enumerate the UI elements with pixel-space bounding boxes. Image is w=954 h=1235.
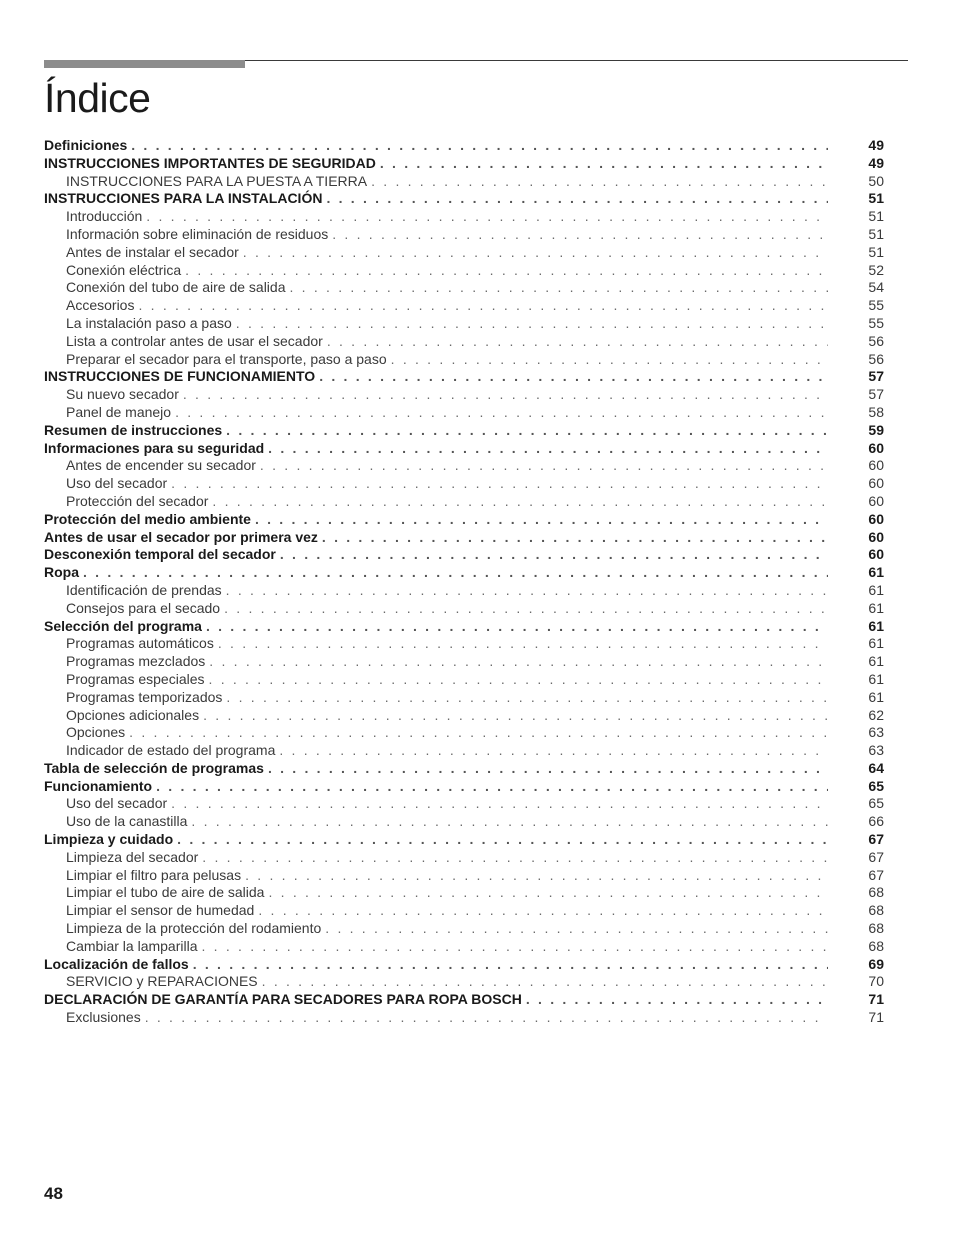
toc-subsection-entry[interactable] (44, 902, 884, 920)
toc-dot-leader (236, 315, 828, 333)
toc-subsection-entry[interactable] (44, 244, 884, 262)
toc-section-entry[interactable] (44, 956, 884, 974)
toc-section-entry[interactable] (44, 991, 884, 1009)
toc-entry-label: Identificación de prendas (66, 581, 222, 598)
toc-entry-page: 61 (868, 653, 884, 670)
toc-entry-page: 61 (868, 599, 884, 616)
toc-subsection-entry[interactable] (44, 795, 884, 813)
toc-dot-leader (327, 333, 828, 351)
toc-dot-leader (203, 707, 828, 725)
toc-dot-leader (280, 546, 828, 564)
toc-section-entry[interactable] (44, 564, 884, 582)
toc-section-entry[interactable] (44, 368, 884, 386)
toc-subsection-entry[interactable] (44, 582, 884, 600)
toc-entry-page: 68 (868, 920, 884, 937)
toc-entry-page: 69 (868, 955, 884, 972)
toc-entry-label: Lista a controlar antes de usar el secador (66, 332, 323, 349)
toc-entry-page: 57 (868, 368, 884, 385)
toc-dot-leader (332, 226, 828, 244)
toc-entry-label: SERVICIO y REPARACIONES (66, 973, 258, 990)
header-rule-accent (44, 60, 245, 68)
toc-dot-leader (156, 778, 828, 796)
toc-entry-page: 54 (868, 279, 884, 296)
toc-dot-leader (226, 689, 828, 707)
toc-entry-page: 61 (868, 635, 884, 652)
toc-dot-leader (226, 582, 828, 600)
toc-dot-leader (177, 831, 828, 849)
toc-entry-page: 60 (868, 439, 884, 456)
toc-entry-page: 71 (868, 1009, 884, 1026)
toc-entry-page: 55 (868, 297, 884, 314)
toc-entry-label: Uso del secador (66, 795, 168, 812)
toc-entry-page: 60 (868, 475, 884, 492)
toc-dot-leader (175, 404, 828, 422)
toc-entry-label: Antes de usar el secador por primera vez (44, 528, 318, 545)
toc-section-entry[interactable] (44, 190, 884, 208)
toc-entry-page: 55 (868, 314, 884, 331)
toc-entry-label: Localización de fallos (44, 955, 189, 972)
toc-subsection-entry[interactable] (44, 689, 884, 707)
toc-entry-label: Protección del medio ambiente (44, 510, 251, 527)
toc-entry-label: Uso del secador (66, 475, 168, 492)
toc-dot-leader (171, 475, 828, 493)
toc-dot-leader (322, 529, 828, 547)
toc-entry-label: Cambiar la lamparilla (66, 937, 198, 954)
toc-subsection-entry[interactable] (44, 742, 884, 760)
toc-entry-label: Definiciones (44, 137, 128, 153)
toc-subsection-entry[interactable] (44, 386, 884, 404)
toc-entry-label: Tabla de selección de programas (44, 759, 264, 776)
toc-section-entry[interactable] (44, 529, 884, 547)
toc-subsection-entry[interactable] (44, 226, 884, 244)
toc-subsection-entry[interactable] (44, 333, 884, 351)
toc-entry-label: Su nuevo secador (66, 386, 179, 403)
toc-dot-leader (206, 618, 828, 636)
toc-dot-leader (380, 155, 828, 173)
toc-entry-page: 65 (868, 777, 884, 794)
toc-entry-page: 50 (868, 172, 884, 189)
toc-section-entry[interactable] (44, 511, 884, 529)
toc-subsection-entry[interactable] (44, 1009, 884, 1027)
toc-dot-leader (138, 297, 828, 315)
toc-subsection-entry[interactable] (44, 973, 884, 991)
toc-entry-label: Opciones adicionales (66, 706, 200, 723)
toc-entry-label: Información sobre eliminación de residuos (66, 225, 329, 242)
toc-entry-label: Funcionamiento (44, 777, 153, 794)
toc-entry-page: 59 (868, 421, 884, 438)
toc-dot-leader (391, 351, 828, 369)
toc-entry-page: 52 (868, 261, 884, 278)
toc-subsection-entry[interactable] (44, 475, 884, 493)
toc-entry-page: 63 (868, 742, 884, 759)
toc-dot-leader (218, 635, 828, 653)
toc-entry-page: 57 (868, 386, 884, 403)
toc-dot-leader (224, 600, 828, 618)
toc-subsection-entry[interactable] (44, 208, 884, 226)
toc-entry-page: 63 (868, 724, 884, 741)
toc-subsection-entry[interactable] (44, 315, 884, 333)
toc-dot-leader (268, 884, 828, 902)
toc-entry-page: 67 (868, 831, 884, 848)
toc-dot-leader (146, 208, 828, 226)
toc-dot-leader (183, 386, 828, 404)
toc-entry-page: 60 (868, 457, 884, 474)
toc-dot-leader (209, 671, 828, 689)
toc-dot-leader (202, 849, 828, 867)
toc-dot-leader (202, 938, 829, 956)
toc-entry-label: Programas especiales (66, 670, 205, 687)
toc-dot-leader (129, 724, 828, 742)
toc-entry-label: Programas mezclados (66, 653, 206, 670)
toc-subsection-entry[interactable] (44, 404, 884, 422)
toc-subsection-entry[interactable] (44, 635, 884, 653)
toc-entry-page: 61 (868, 564, 884, 581)
toc-dot-leader (212, 493, 828, 511)
toc-subsection-entry[interactable] (44, 938, 884, 956)
toc-entry-page: 51 (868, 208, 884, 225)
toc-entry-page: 71 (868, 991, 884, 1008)
toc-subsection-entry[interactable] (44, 262, 884, 280)
toc-entry-page: 64 (868, 759, 884, 776)
toc-dot-leader (262, 973, 828, 991)
toc-dot-leader (131, 137, 828, 155)
toc-entry-label: INSTRUCCIONES PARA LA INSTALACIÓN (44, 190, 323, 207)
toc-entry-page: 51 (868, 225, 884, 242)
toc-entry-page: 60 (868, 528, 884, 545)
toc-entry-page: 58 (868, 403, 884, 420)
toc-dot-leader (171, 795, 828, 813)
toc-entry-label: Preparar el secador para el transporte, paso a paso (66, 350, 387, 367)
toc-entry-page: 70 (868, 973, 884, 990)
toc-dot-leader (279, 742, 828, 760)
toc-dot-leader (268, 440, 828, 458)
toc-entry-label: Selección del programa (44, 617, 202, 634)
toc-entry-label: Panel de manejo (66, 403, 172, 420)
toc-entry-label: Protección del secador (66, 492, 209, 509)
toc-entry-page: 49 (868, 154, 884, 171)
toc-section-entry[interactable] (44, 440, 884, 458)
toc-entry-page: 66 (868, 813, 884, 830)
toc-dot-leader (226, 422, 828, 440)
toc-entry-page: 61 (868, 670, 884, 687)
toc-entry-label: Indicador de estado del programa (66, 742, 276, 759)
toc-entry-label: INSTRUCCIONES IMPORTANTES DE SEGURIDAD (44, 154, 376, 171)
toc-entry-page: 60 (868, 492, 884, 509)
toc-entry-label: Conexión eléctrica (66, 261, 182, 278)
toc-entry-label: Resumen de instrucciones (44, 421, 223, 438)
toc-section-entry[interactable] (44, 778, 884, 796)
toc-entry-label: Antes de encender su secador (66, 457, 256, 474)
toc-section-entry[interactable] (44, 155, 884, 173)
toc-entry-page: 60 (868, 546, 884, 563)
toc-entry-label: Accesorios (66, 297, 135, 314)
toc-dot-leader (326, 190, 828, 208)
toc-section-entry[interactable] (44, 831, 884, 849)
toc-dot-leader (193, 956, 828, 974)
toc-entry-label: La instalación paso a paso (66, 314, 232, 331)
toc-entry-page: 62 (868, 706, 884, 723)
toc-entry-label: Programas automáticos (66, 635, 214, 652)
toc-subsection-entry[interactable] (44, 279, 884, 297)
toc-entry-label: Introducción (66, 208, 143, 225)
toc-subsection-entry[interactable] (44, 671, 884, 689)
toc-entry-page: 61 (868, 688, 884, 705)
toc-entry-label: DECLARACIÓN DE GARANTÍA PARA SECADORES PARA ROPA BOSCH (44, 991, 522, 1008)
toc-entry-page: 68 (868, 937, 884, 954)
toc-entry-label: Limpieza y cuidado (44, 831, 174, 848)
toc-dot-leader (258, 902, 828, 920)
toc-dot-leader (243, 244, 828, 262)
toc-entry-label: Limpiar el tubo de aire de salida (66, 884, 265, 901)
toc-entry-label: Limpiar el sensor de humedad (66, 902, 255, 919)
toc-entry-page: 56 (868, 332, 884, 349)
toc-dot-leader (371, 173, 828, 191)
toc-entry-label: Limpieza de la protección del rodamiento (66, 920, 322, 937)
toc-dot-leader (268, 760, 828, 778)
toc-entry-label: Limpiar el filtro para pelusas (66, 866, 242, 883)
toc-entry-page: 49 (868, 137, 884, 153)
toc-entry-page: 51 (868, 243, 884, 260)
page-number: 48 (44, 1184, 63, 1203)
toc-entry-page: 61 (868, 617, 884, 634)
toc-entry-label: Limpieza del secador (66, 848, 199, 865)
toc-entry-page: 60 (868, 510, 884, 527)
toc-entry-page: 68 (868, 884, 884, 901)
toc-entry-label: Antes de instalar el secador (66, 243, 239, 260)
toc-section-entry[interactable] (44, 618, 884, 636)
toc-entry-label: Ropa (44, 564, 79, 581)
toc-dot-leader (319, 368, 828, 386)
toc-dot-leader (325, 920, 828, 938)
toc-subsection-entry[interactable] (44, 867, 884, 885)
page-title: Índice (44, 75, 151, 121)
toc-entry-label: INSTRUCCIONES PARA LA PUESTA A TIERRA (66, 172, 368, 189)
toc-dot-leader (191, 813, 828, 831)
toc-subsection-entry[interactable] (44, 884, 884, 902)
toc-entry-page: 67 (868, 866, 884, 883)
toc-subsection-entry[interactable] (44, 724, 884, 742)
toc-dot-leader (290, 279, 829, 297)
toc-entry-page: 56 (868, 350, 884, 367)
toc-dot-leader (145, 1009, 828, 1027)
toc-entry-label: Conexión del tubo de aire de salida (66, 279, 286, 296)
toc-subsection-entry[interactable] (44, 849, 884, 867)
toc-entry-label: INSTRUCCIONES DE FUNCIONAMIENTO (44, 368, 316, 385)
toc-subsection-entry[interactable] (44, 297, 884, 315)
toc-entry-label: Programas temporizados (66, 688, 223, 705)
toc-entry-page: 67 (868, 848, 884, 865)
toc-entry-label: Opciones (66, 724, 126, 741)
toc-section-entry[interactable] (44, 137, 884, 155)
toc-subsection-entry[interactable] (44, 813, 884, 831)
toc-subsection-entry[interactable] (44, 653, 884, 671)
toc-dot-leader (245, 867, 828, 885)
toc-entry-label: Consejos para el secado (66, 599, 221, 616)
toc-subsection-entry[interactable] (44, 457, 884, 475)
toc-section-entry[interactable] (44, 546, 884, 564)
toc-entry-label: Desconexión temporal del secador (44, 546, 276, 563)
toc-dot-leader (260, 457, 828, 475)
toc-section-entry[interactable] (44, 760, 884, 778)
toc-subsection-entry[interactable] (44, 493, 884, 511)
toc-entry-page: 51 (868, 190, 884, 207)
toc-dot-leader (526, 991, 828, 1009)
toc-dot-leader (255, 511, 828, 529)
toc-dot-leader (83, 564, 828, 582)
table-of-contents (44, 137, 884, 1027)
toc-subsection-entry[interactable] (44, 351, 884, 369)
toc-subsection-entry[interactable] (44, 707, 884, 725)
toc-entry-page: 61 (868, 581, 884, 598)
toc-dot-leader (185, 262, 828, 280)
toc-subsection-entry[interactable] (44, 600, 884, 618)
toc-entry-label: Exclusiones (66, 1009, 141, 1026)
toc-dot-leader (209, 653, 828, 671)
toc-subsection-entry[interactable] (44, 920, 884, 938)
toc-entry-label: Uso de la canastilla (66, 813, 188, 830)
toc-entry-page: 65 (868, 795, 884, 812)
toc-entry-label: Informaciones para su seguridad (44, 439, 265, 456)
toc-section-entry[interactable] (44, 422, 884, 440)
toc-subsection-entry[interactable] (44, 173, 884, 191)
toc-entry-page: 68 (868, 902, 884, 919)
